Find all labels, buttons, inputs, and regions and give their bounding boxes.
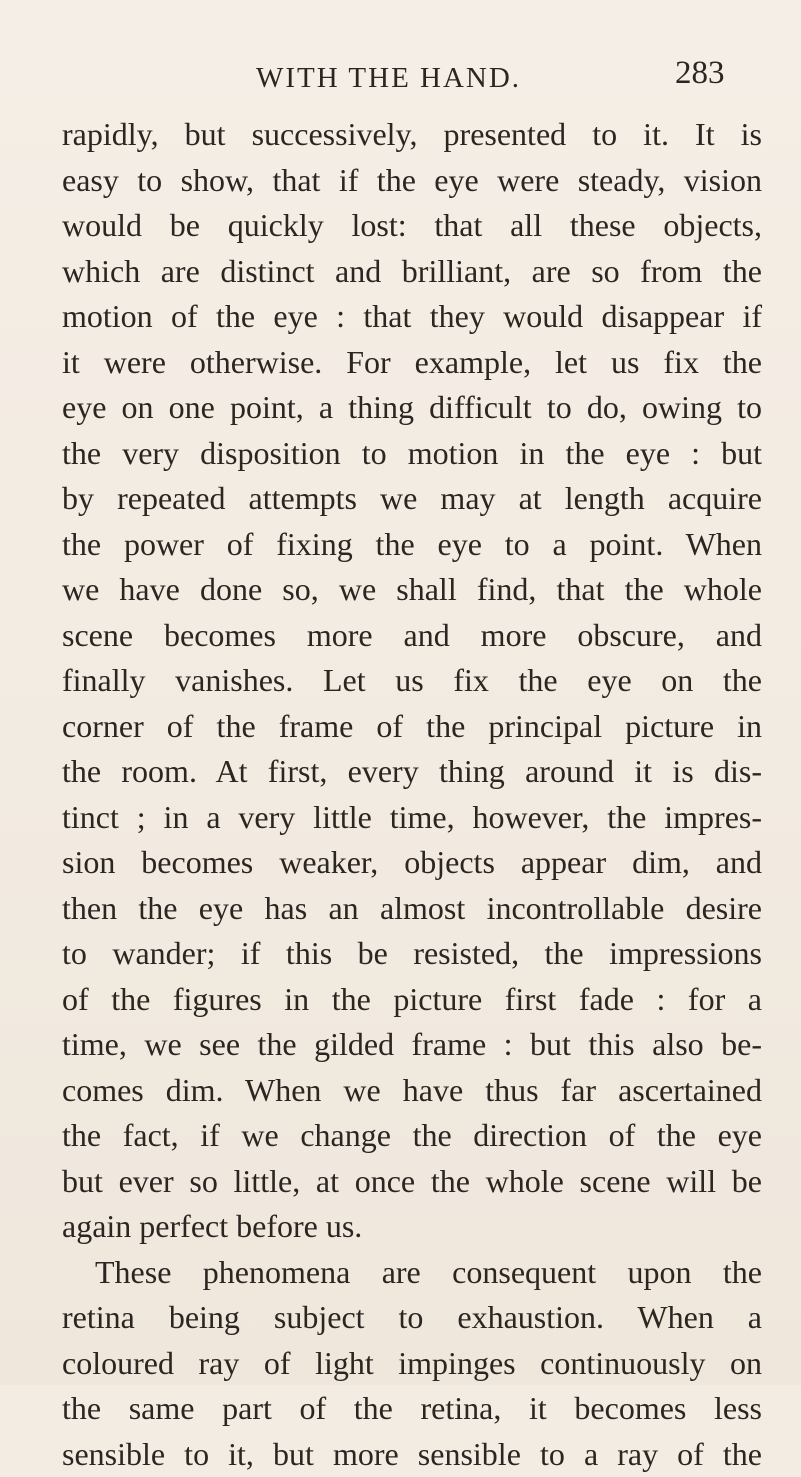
text-line: the very disposition to motion in the eye : but [62, 431, 762, 477]
text-line: sion becomes weaker, objects appear dim, and [62, 840, 762, 886]
text-line: the fact, if we change the direction of the eye [62, 1113, 762, 1159]
text-line: coloured ray of light impinges continuously on [62, 1341, 762, 1387]
text-line: but ever so little, at once the whole scene will be [62, 1159, 762, 1205]
text-line: the same part of the retina, it becomes less [62, 1386, 762, 1432]
text-line: scene becomes more and more obscure, and [62, 613, 762, 659]
text-line: comes dim. When we have thus far ascertained [62, 1068, 762, 1114]
paragraph-end-line: again perfect before us. [62, 1204, 762, 1250]
paragraph-start-line: These phenomena are consequent upon the [62, 1250, 762, 1296]
text-line: eye on one point, a thing difficult to do, owing to [62, 385, 762, 431]
text-line: to wander; if this be resisted, the impressions [62, 931, 762, 977]
text-line: finally vanishes. Let us fix the eye on the [62, 658, 762, 704]
text-line: corner of the frame of the principal picture in [62, 704, 762, 750]
text-line: easy to show, that if the eye were steady, vision [62, 158, 762, 204]
text-line: of the figures in the picture first fade : for a [62, 977, 762, 1023]
text-line: retina being subject to exhaustion. When a [62, 1295, 762, 1341]
running-head [0, 62, 801, 102]
text-line: we have done so, we shall find, that the whole [62, 567, 762, 613]
text-line: rapidly, but successively, presented to it. It is [62, 112, 762, 158]
body-text [62, 112, 762, 1477]
text-line: the power of fixing the eye to a point. When [62, 522, 762, 568]
text-line: it were otherwise. For example, let us fix the [62, 340, 762, 386]
text-line: sensible to it, but more sensible to a ray of the [62, 1432, 762, 1477]
text-line: time, we see the gilded frame : but this also be- [62, 1022, 762, 1068]
text-line: tinct ; in a very little time, however, the impres- [62, 795, 762, 841]
text-line: then the eye has an almost incontrollable desire [62, 886, 762, 932]
text-line: by repeated attempts we may at length acquire [62, 476, 762, 522]
text-line: which are distinct and brilliant, are so from the [62, 249, 762, 295]
text-line: motion of the eye : that they would disappear if [62, 294, 762, 340]
text-line: would be quickly lost: that all these objects, [62, 203, 762, 249]
page-number: 283 [675, 55, 725, 92]
text-line: the room. At first, every thing around it is dis- [62, 749, 762, 795]
running-title: WITH THE HAND. [256, 62, 521, 95]
